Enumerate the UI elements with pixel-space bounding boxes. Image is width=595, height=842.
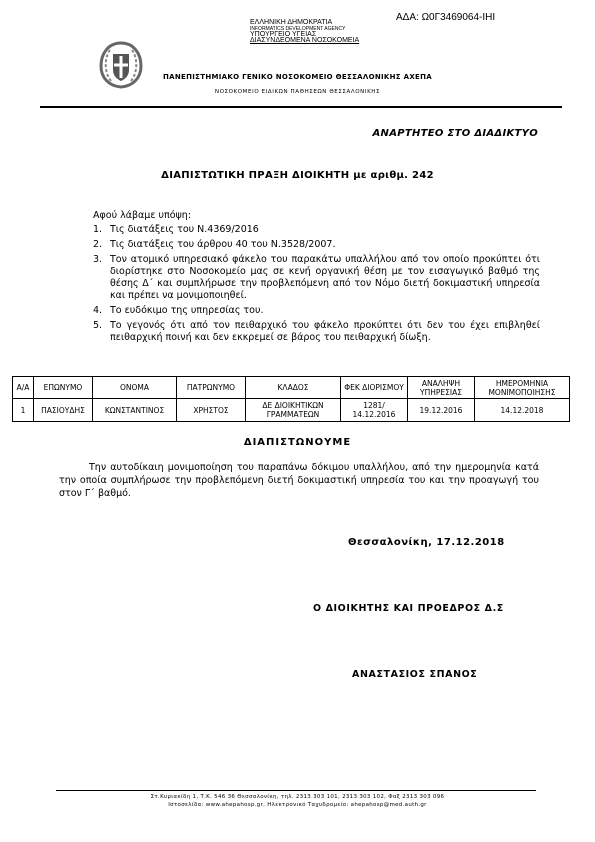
table-header-cell: ΠΑΤΡΩΝΥΜΟ (177, 377, 246, 399)
list-item (93, 254, 540, 302)
list-item (93, 239, 540, 251)
item-number: 1. (93, 224, 103, 235)
table-cell: ΠΑΣΙΟΥΔΗΣ (34, 399, 93, 422)
table-cell: 19.12.2016 (408, 399, 475, 422)
table-header-cell: ΚΛΑΔΟΣ (246, 377, 341, 399)
header-divider (40, 106, 562, 108)
table-cell: 14.12.2018 (475, 399, 570, 422)
considerations-list (93, 224, 540, 347)
employee-table (12, 376, 570, 422)
table-header-cell: ΟΝΟΜΑ (93, 377, 177, 399)
section-heading: ΔΙΑΠΙΣΤΩΝΟΥΜΕ (243, 437, 352, 448)
table-cell: ΧΡΗΣΤΟΣ (177, 399, 246, 422)
decision-paragraph: Την αυτοδίκαιη μονιμοποίηση του παραπάνω δόκιμου υπαλλήλου, από την ημερομηνία κατά την οποία συμπλήρωσε την προβλεπόμενη διετή δοκιμαστική υπηρεσία του και την προαγωγή του στον Γ΄ βαθμό. (59, 462, 539, 499)
item-number: 2. (93, 239, 103, 250)
item-text: Τις διατάξεις του άρθρου 40 του Ν.3528/2007. (110, 239, 336, 250)
table-row (13, 399, 570, 422)
table-header-cell: ΑΝΑΛΗΨΗ ΥΠΗΡΕΣΙΑΣ (408, 377, 475, 399)
document-date: Θεσσαλονίκη, 17.12.2018 (348, 537, 505, 548)
table-header-cell: ΕΠΩΝΥΜΟ (34, 377, 93, 399)
stamp-line: INFORMATICS DEVELOPMENT AGENCY (250, 26, 346, 32)
item-number: 3. (93, 254, 103, 265)
intro-text: Αφού λάβαμε υπόψη: (93, 210, 192, 221)
item-text: Τον ατομικό υπηρεσιακό φάκελο του παρακάτω υπαλλήλου από τον οποίο προκύπτει ότι διορίστηκε στο Νοσοκομείο μας σε κενή οργανική θέση με τον εισαγωγικό βαθμό της θέσης Δ΄ και συμπλήρωσε την προβλεπόμενη από τον Νόμο διετή δοκιμαστική υπηρεσία και πρέπει να μονιμοποιηθεί. (110, 254, 540, 301)
table-cell: ΔΕ ΔΙΟΙΚΗΤΙΚΩΝ ΓΡΑΜΜΑΤΕΩΝ (246, 399, 341, 422)
item-text: Το ευδόκιμο της υπηρεσίας του. (110, 305, 264, 316)
list-item (93, 320, 540, 344)
table-cell: 1281/ 14.12.2016 (341, 399, 408, 422)
table-header-cell: Α/Α (13, 377, 34, 399)
list-item (93, 305, 540, 317)
ada-code: ΑΔΑ: Ω0Γ3469064-ΙΗΙ (396, 12, 496, 23)
footer-address: Στ.Κυριακίδη 1, Τ.Κ. 546 36 Θεσσαλονίκη, τηλ. 2313 303 101, 2313 303 102, Φαξ 2313 303 096 (150, 794, 445, 800)
footer-contact: Ιστοσελίδα: www.ahepahosp.gr, Ηλεκτρονικό Ταχυδρομείο: ahepahosp@med.auth.gr (168, 802, 427, 808)
table-header-cell: ΗΜΕΡΟΜΗΝΙΑ ΜΟΝΙΜΟΠΟΙΗΣΗΣ (475, 377, 570, 399)
posting-notice: ΑΝΑΡΤΗΤΕΟ ΣΤΟ ΔΙΑΔΙΚΤΥΟ (372, 128, 538, 139)
hospital-name: ΠΑΝΕΠΙΣΤΗΜΙΑΚΟ ΓΕΝΙΚΟ ΝΟΣΟΚΟΜΕΙΟ ΘΕΣΣΑΛΟΝΙΚΗΣ ΑΧΕΠΑ (163, 73, 432, 81)
greek-emblem-icon (96, 40, 146, 90)
signature-title: Ο ΔΙΟΙΚΗΤΗΣ ΚΑΙ ΠΡΟΕΔΡΟΣ Δ.Σ (313, 603, 504, 614)
item-text: Τις διατάξεις του Ν.4369/2016 (110, 224, 259, 235)
stamp-line: ΥΠΟΥΡΓΕΙΟ ΥΓΕΙΑΣ (250, 31, 317, 38)
table-cell: ΚΩΝΣΤΑΝΤΙΝΟΣ (93, 399, 177, 422)
stamp-line: ΕΛΛΗΝΙΚΗ ΔΗΜΟΚΡΑΤΙΑ (250, 19, 333, 26)
digital-stamp (250, 20, 359, 44)
footer-divider (56, 790, 536, 791)
document-title: ΔΙΑΠΙΣΤΩΤΙΚΗ ΠΡΑΞΗ ΔΙΟΙΚΗΤΗ με αριθμ. 242 (161, 170, 434, 181)
item-number: 5. (93, 320, 103, 331)
table-header-row (13, 377, 570, 399)
stamp-line: ΔΙΑΣΥΝΔΕΟΜΕΝΑ ΝΟΣΟΚΟΜΕΙΑ (250, 37, 360, 44)
hospital-subname: ΝΟΣΟΚΟΜΕΙΟ ΕΙΔΙΚΩΝ ΠΑΘΗΣΕΩΝ ΘΕΣΣΑΛΟΝΙΚΗΣ (214, 89, 381, 95)
table-cell: 1 (13, 399, 34, 422)
item-number: 4. (93, 305, 103, 316)
table-header-cell: ΦΕΚ ΔΙΟΡΙΣΜΟΥ (341, 377, 408, 399)
list-item (93, 224, 540, 236)
signature-name: ΑΝΑΣΤΑΣΙΟΣ ΣΠΑΝΟΣ (352, 669, 478, 680)
item-text: Το γεγονός ότι από τον πειθαρχικό του φάκελο προκύπτει ότι δεν του έχει επιβληθεί πειθαρχική ποινή και δεν εκκρεμεί σε βάρος του πειθαρχική δίωξη. (110, 320, 540, 343)
